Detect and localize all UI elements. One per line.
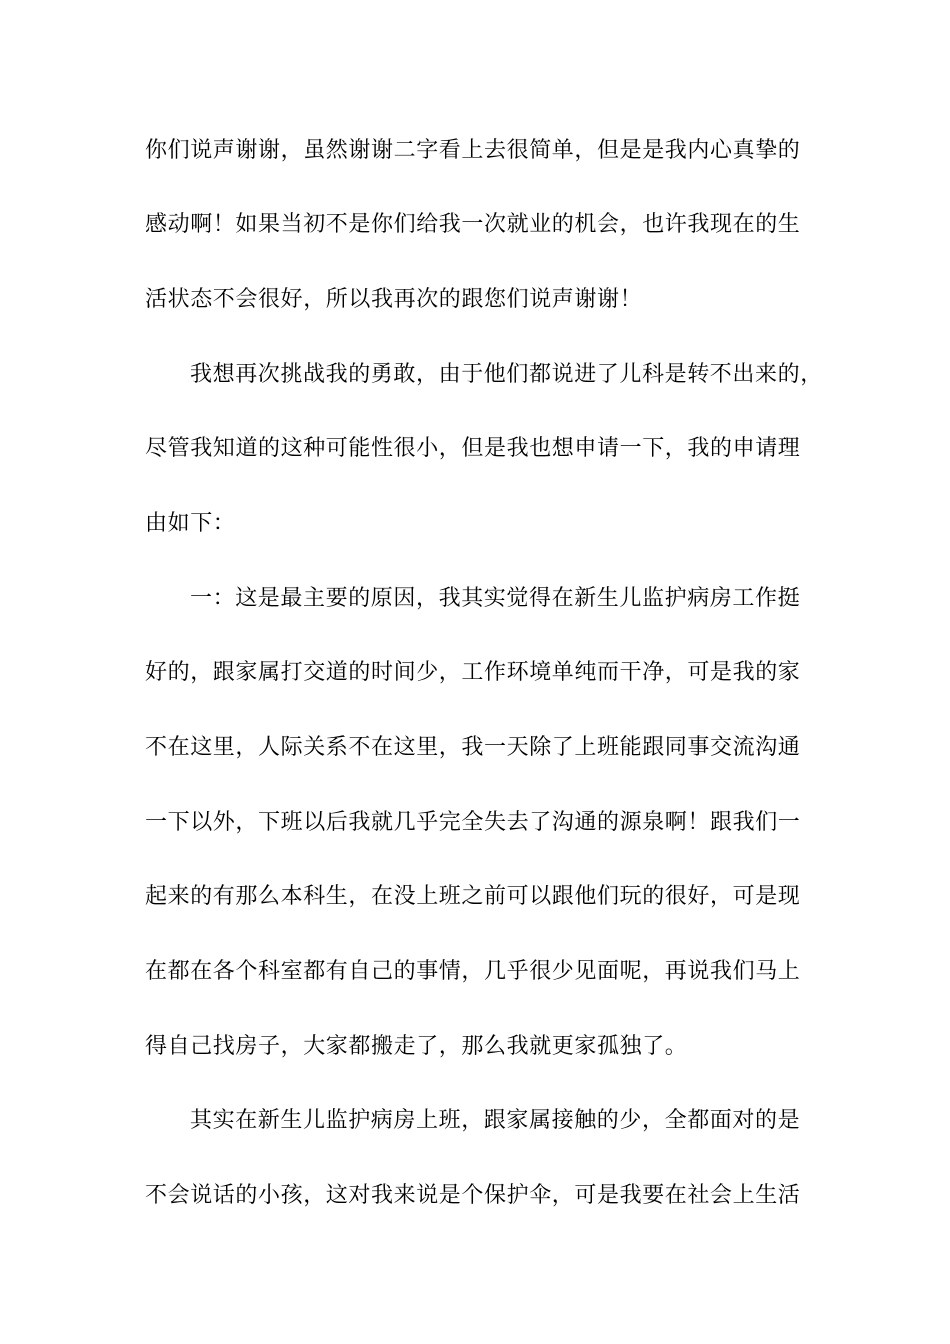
- text-line-13: 得自己找房子，大家都搬走了，那么我就更家孤独了。: [145, 1034, 688, 1059]
- text-line-3: 活状态不会很好，所以我再次的跟您们说声谢谢！: [145, 287, 643, 312]
- text-line-1: 你们说声谢谢，虽然谢谢二字看上去很简单，但是是我内心真挚的: [145, 138, 801, 163]
- text-line-6: 由如下：: [145, 511, 236, 536]
- text-line-12: 在都在各个科室都有自己的事情，几乎很少见面呢，再说我们马上: [145, 959, 801, 984]
- text-line-5: 尽管我知道的这种可能性很小，但是我也想申请一下，我的申请理: [145, 436, 801, 461]
- text-line-14: 其实在新生儿监护病房上班，跟家属接触的少，全都面对的是: [190, 1108, 801, 1133]
- text-line-15: 不会说话的小孩，这对我来说是个保护伞，可是我要在社会上生活: [145, 1183, 801, 1208]
- text-line-2: 感动啊！如果当初不是你们给我一次就业的机会，也许我现在的生: [145, 212, 801, 237]
- text-line-10: 一下以外，下班以后我就几乎完全失去了沟通的源泉啊！跟我们一: [145, 810, 801, 835]
- text-line-9: 不在这里，人际关系不在这里，我一天除了上班能跟同事交流沟通: [145, 735, 801, 760]
- text-line-4: 我想再次挑战我的勇敢，由于他们都说进了儿科是转不出来的，: [190, 362, 823, 387]
- text-line-7: 一：这是最主要的原因，我其实觉得在新生儿监护病房工作挺: [190, 586, 801, 611]
- text-line-11: 起来的有那么本科生，在没上班之前可以跟他们玩的很好，可是现: [145, 884, 801, 909]
- text-line-8: 好的，跟家属打交道的时间少，工作环境单纯而干净，可是我的家: [145, 660, 801, 685]
